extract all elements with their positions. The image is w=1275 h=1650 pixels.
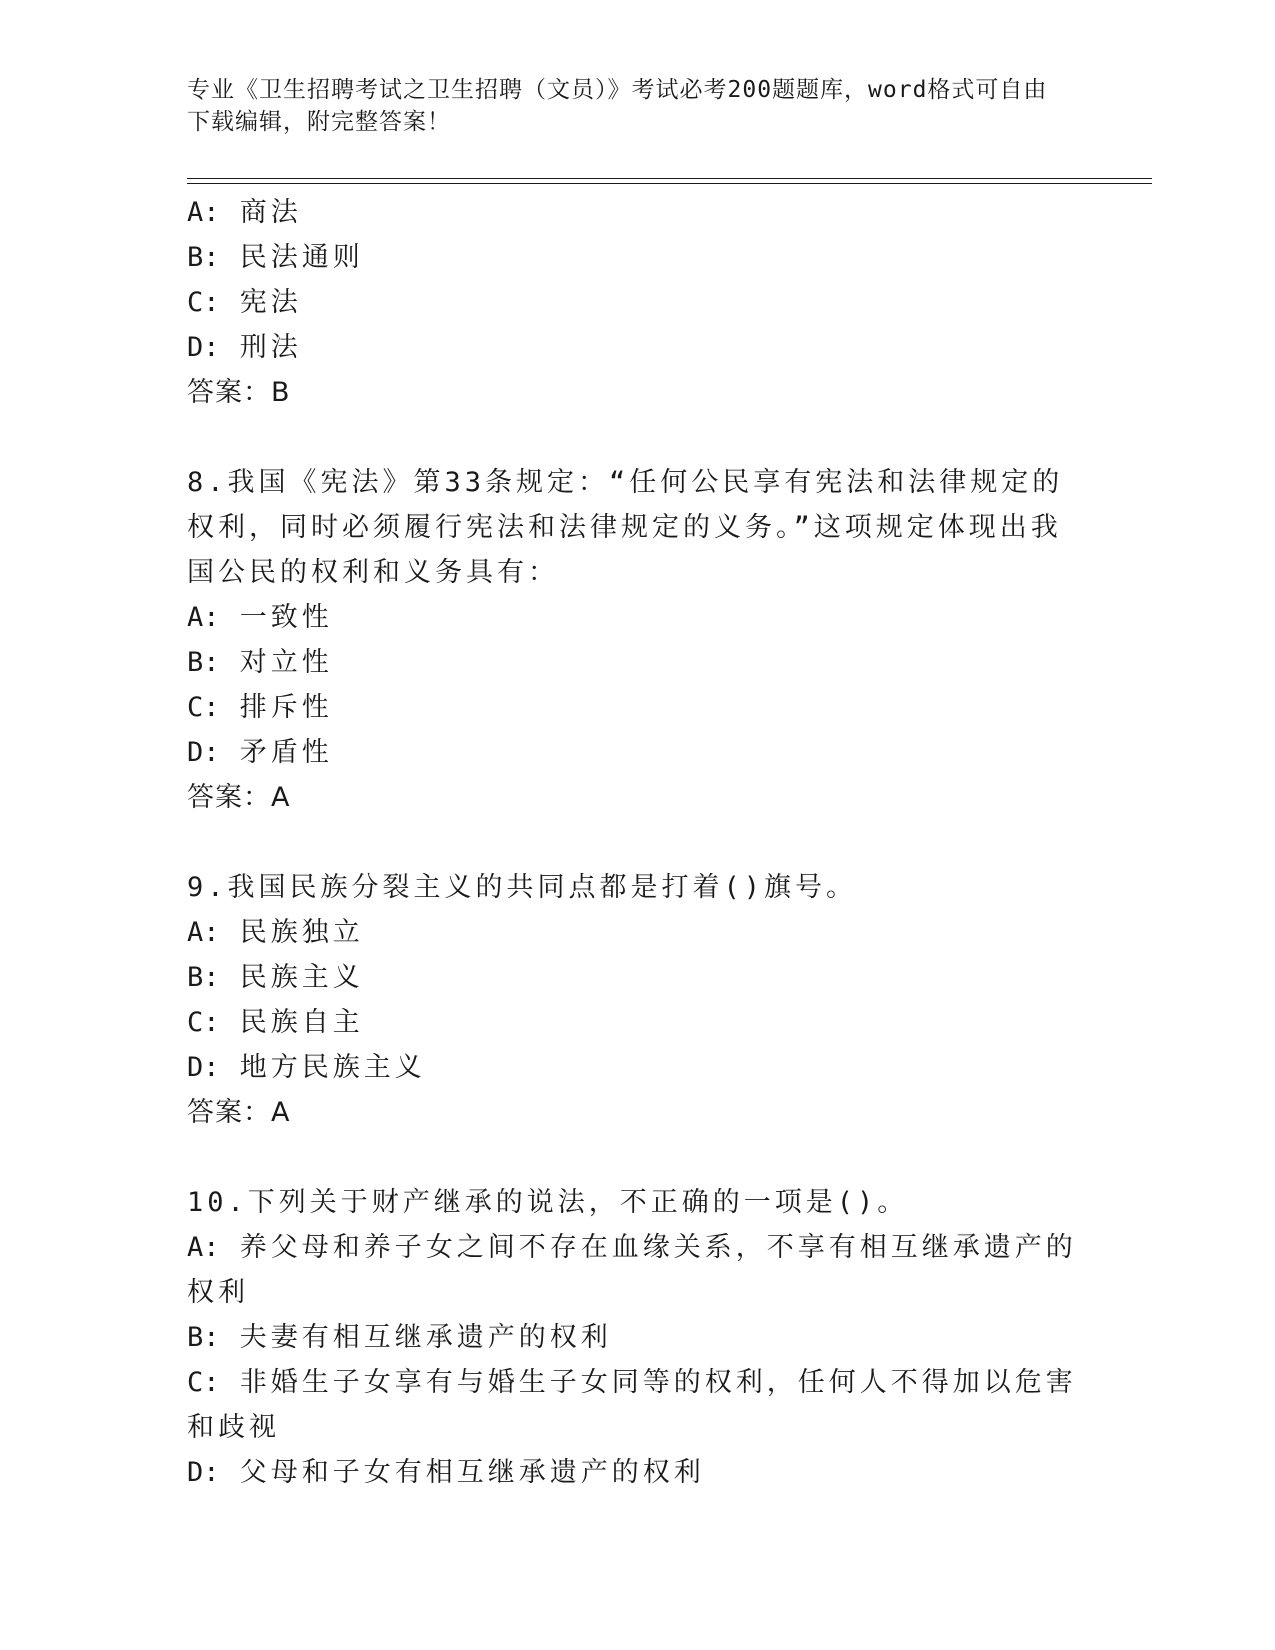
question-block-10 — [187, 1180, 1087, 1495]
question-text: 8.我国《宪法》第33条规定：“任何公民享有宪法和法律规定的权利，同时必须履行宪法和法律规定的义务。”这项规定体现出我国公民的权利和义务具有： — [187, 467, 1064, 588]
answer: 答案：A — [187, 782, 291, 813]
spacer — [187, 820, 1087, 865]
option-a: A: 民族独立 — [187, 917, 364, 948]
answer: 答案：A — [187, 1097, 291, 1128]
option-d: D: 父母和子女有相互继承遗产的权利 — [187, 1457, 705, 1488]
spacer — [187, 415, 1087, 460]
header-divider-top — [187, 178, 1152, 179]
question-block-7 — [187, 190, 1087, 415]
option-a: A: 一致性 — [187, 602, 333, 633]
question-content — [187, 190, 1087, 1495]
question-text: 10.下列关于财产继承的说法，不正确的一项是()。 — [187, 1187, 909, 1218]
option-a: A: 商法 — [187, 197, 302, 228]
spacer — [187, 1135, 1087, 1180]
option-b: B: 夫妻有相互继承遗产的权利 — [187, 1322, 612, 1353]
option-c: C: 非婚生子女享有与婚生子女同等的权利，任何人不得加以危害和歧视 — [187, 1367, 1077, 1443]
option-a: A: 养父母和养子女之间不存在血缘关系，不享有相互继承遗产的权利 — [187, 1232, 1077, 1308]
option-d: D: 地方民族主义 — [187, 1052, 426, 1083]
option-b: B: 民法通则 — [187, 242, 364, 273]
question-block-9 — [187, 865, 1087, 1135]
option-d: D: 刑法 — [187, 332, 302, 363]
option-d: D: 矛盾性 — [187, 737, 333, 768]
option-b: B: 对立性 — [187, 647, 333, 678]
option-c: C: 排斥性 — [187, 692, 333, 723]
question-text: 9.我国民族分裂主义的共同点都是打着()旗号。 — [187, 872, 858, 903]
question-block-8 — [187, 460, 1087, 820]
header-divider-bottom — [187, 183, 1152, 184]
option-c: C: 民族自主 — [187, 1007, 364, 1038]
answer: 答案：B — [187, 377, 291, 408]
option-b: B: 民族主义 — [187, 962, 364, 993]
option-c: C: 宪法 — [187, 287, 302, 318]
document-header: 专业《卫生招聘考试之卫生招聘（文员）》考试必考200题题库，word格式可自由下载编辑，附完整答案！ — [187, 77, 1048, 135]
